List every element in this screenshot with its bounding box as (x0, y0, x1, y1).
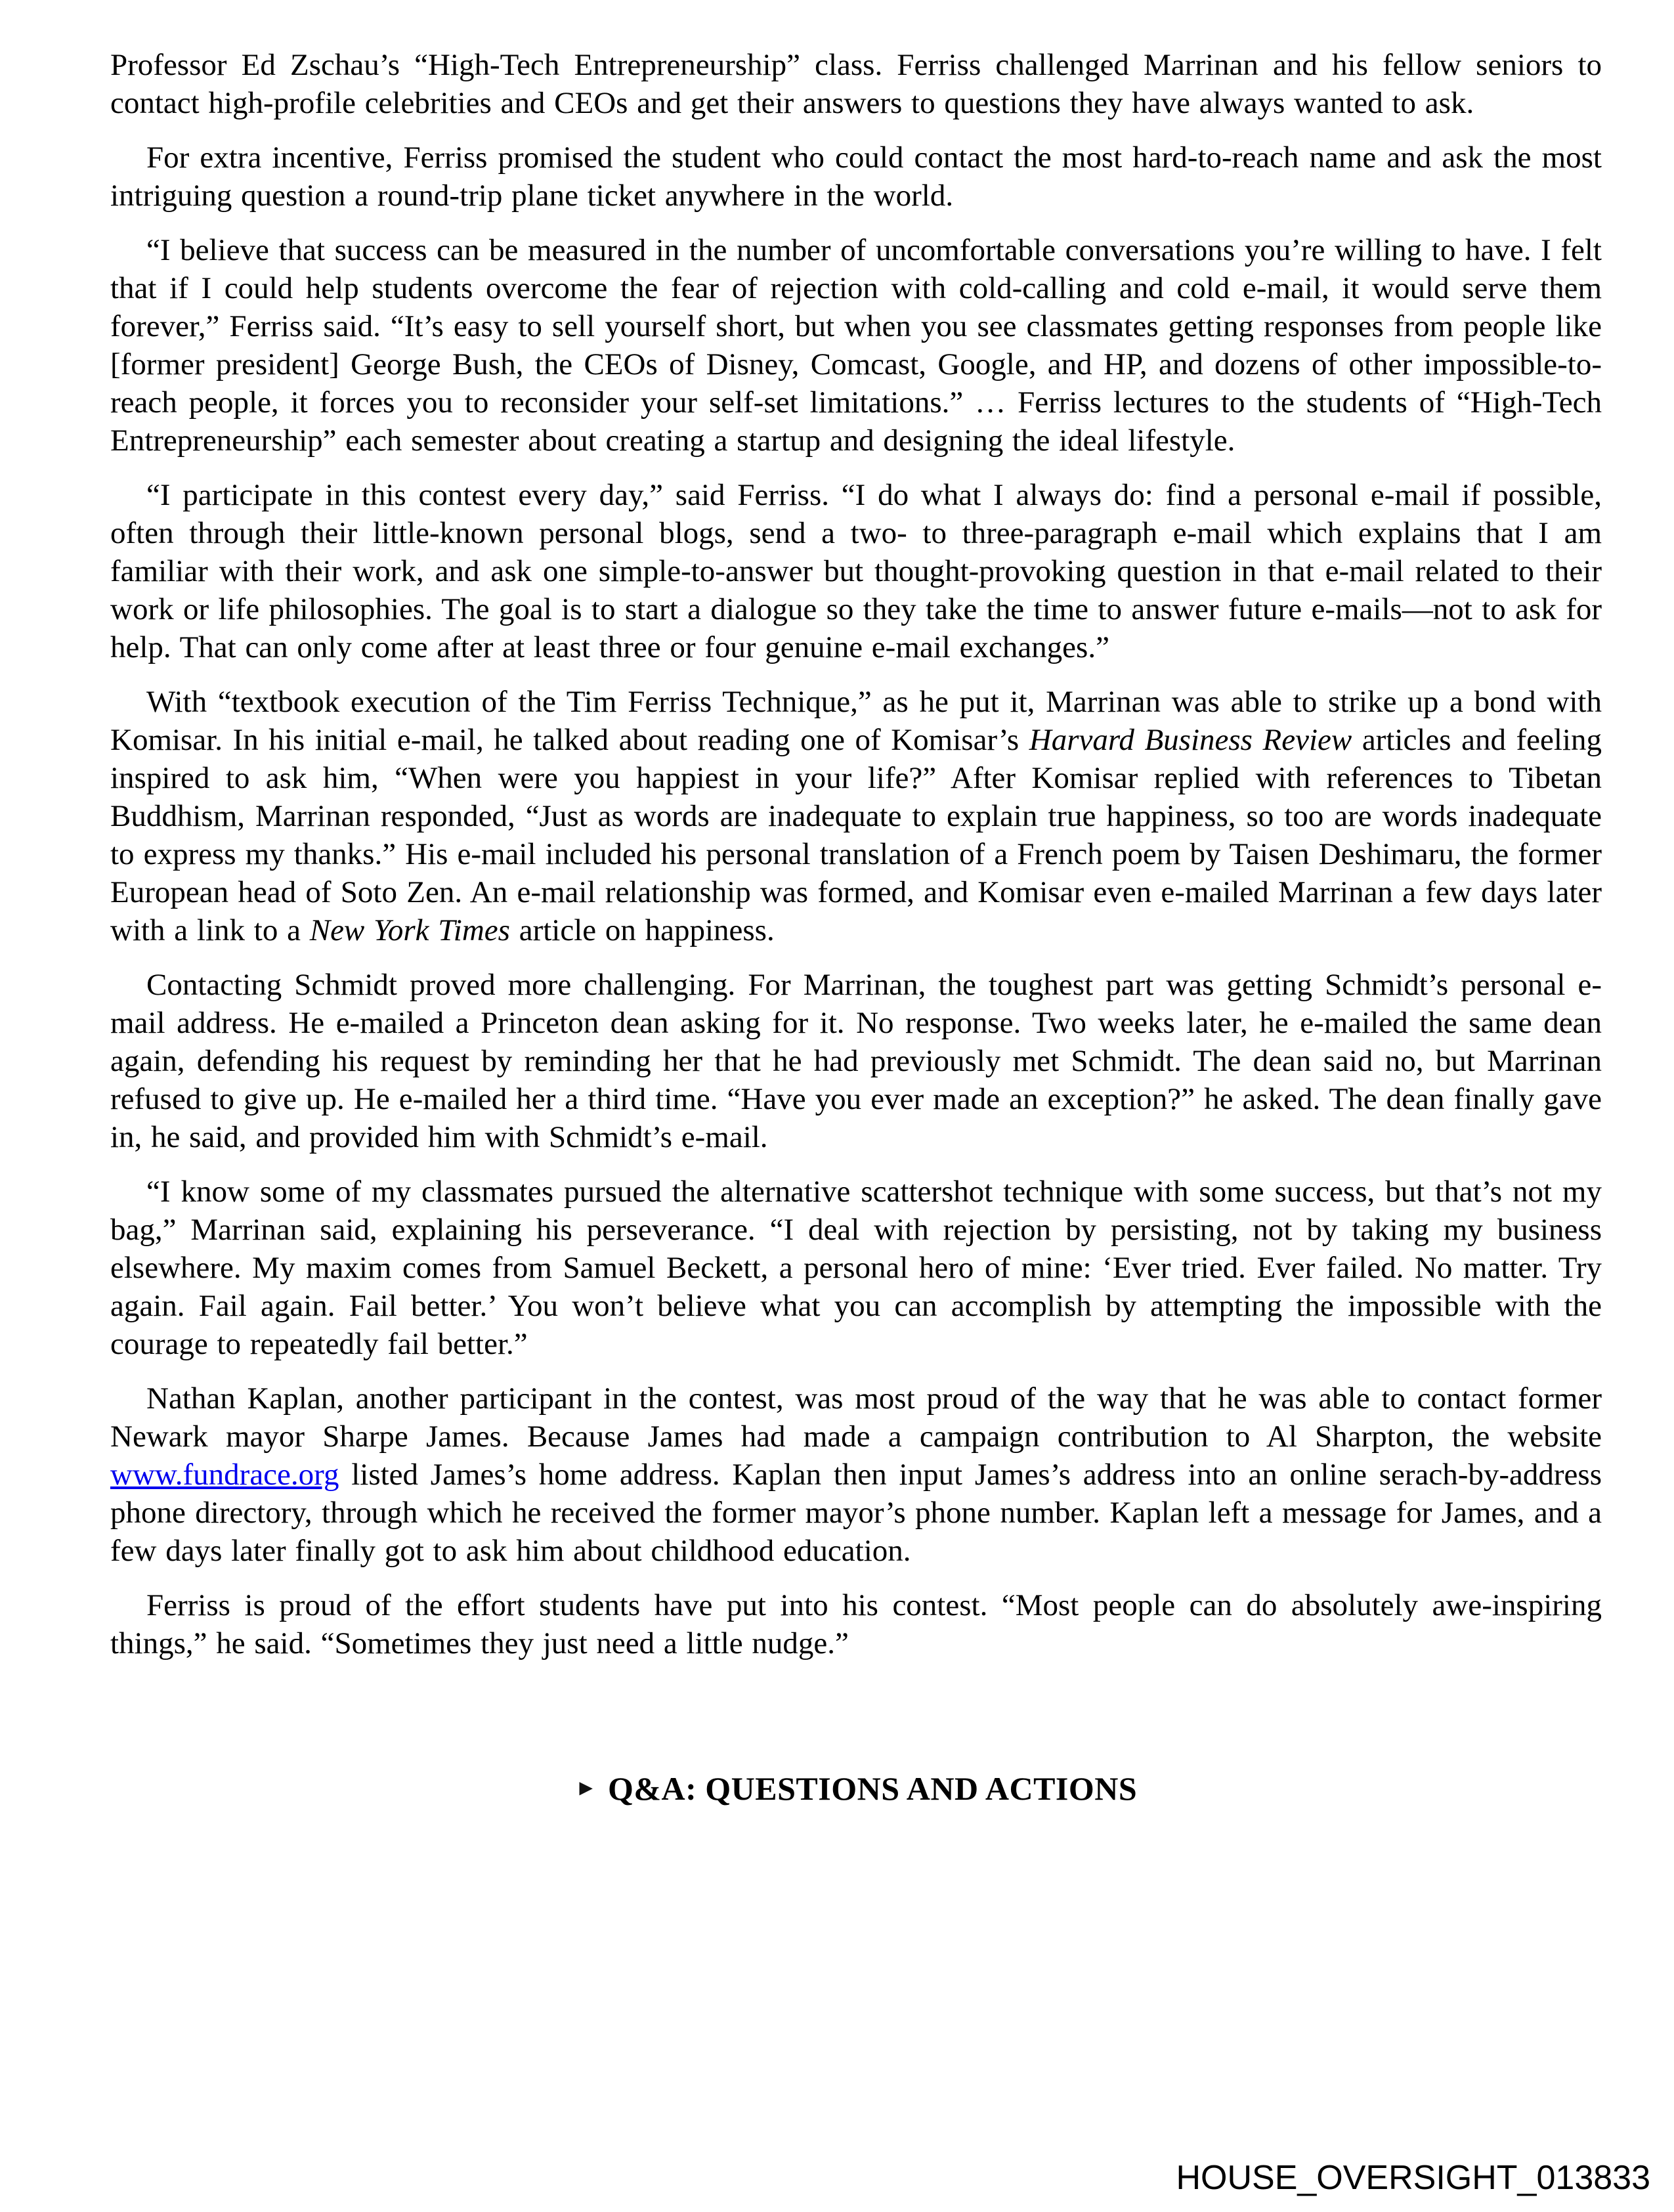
para-zschau-class (110, 46, 1602, 122)
text-run: listed James’s home address. Kaplan then input James’s address into an online serach-by-address phone directory, through which he received the former mayor’s phone number. Kaplan left a message for James, and a few days later finally got to ask him about childhood education. (110, 1458, 1602, 1568)
para-incentive (110, 139, 1602, 215)
para-uncomfortable-conversations (110, 231, 1602, 460)
text-run: article on happiness. (509, 913, 775, 947)
para-ferriss-proud (110, 1586, 1602, 1662)
text-run: Contacting Schmidt proved more challenging. For Marrinan, the toughest part was getting Schmidt’s personal e-mail address. He e-mailed a Princeton dean asking for it. No response. Two weeks later, he e-mailed the same dean again, defending his request by reminding her that he had previously met Schmidt. The dean said no, but Marrinan refused to give up. He e-mailed her a third time. “Have you ever made an exception?” he asked. The dean finally gave in, he said, and provided him with Schmidt’s e-mail. (110, 968, 1602, 1154)
text-run: With “textbook execution of the Tim Ferriss Technique,” as he put it, Marrinan was able to strike up a bond with Komisar. In his initial e-mail, he talked about reading one of Komisar’s (110, 685, 1602, 757)
text-run: For extra incentive, Ferriss promised the student who could contact the most hard-to-reach name and ask the most intriguing question a round-trip plane ticket anywhere in the world. (110, 141, 1602, 213)
text-run: “I participate in this contest every day,” said Ferriss. “I do what I always do: find a personal e-mail if possible, often through their little-known personal blogs, send a two- to three-paragraph e-mail which explains that I am familiar with their work, and ask one simple-to-answer but thought-provoking question in that e-mail related to their work or life philosophies. The goal is to start a dialogue so they take the time to answer future e-mails—not to ask for help. That can only come after at least three or four genuine e-mail exchanges.” (110, 478, 1602, 664)
section-heading (110, 1769, 1602, 1808)
para-komisar-bond (110, 683, 1602, 949)
italic-text: New York Times (309, 913, 510, 947)
bates-number: HOUSE_OVERSIGHT_013833 (1176, 2159, 1650, 2197)
para-participate-every-day (110, 476, 1602, 666)
para-beckett-maxim (110, 1173, 1602, 1363)
para-contacting-schmidt (110, 966, 1602, 1156)
text-run: articles and feeling inspired to ask him, “When were you happiest in your life?” After Komisar replied with references to Tibetan Buddhism, Marrinan responded, “Just as words are inadequate to explain true happiness, so too are words inadequate to express my thanks.” His e-mail included his personal translation of a French poem by Taisen Deshimaru, the former European head of Soto Zen. An e-mail relationship was formed, and Komisar even e-mailed Marrinan a few days later with a link to a (110, 723, 1602, 947)
document-body (110, 46, 1602, 1808)
italic-text: Harvard Business Review (1029, 723, 1352, 757)
text-run: “I know some of my classmates pursued the alternative scattershot technique with some success, but that’s not my bag,” Marrinan said, explaining his perseverance. “I deal with rejection by persisting, not by taking my business elsewhere. My maxim comes from Samuel Beckett, a personal hero of mine: ‘Ever tried. Ever failed. No matter. Try again. Fail again. Fail better.’ You won’t believe what you can accomplish by attempting the impossible with the courage to repeatedly fail better.” (110, 1175, 1602, 1361)
text-run: Ferriss is proud of the effort students have put into his contest. “Most people can do absolutely awe-inspiring things,” he said. “Sometimes they just need a little nudge.” (110, 1588, 1602, 1660)
text-run: Professor Ed Zschau’s “High-Tech Entrepreneurship” class. Ferriss challenged Marrinan and his fellow seniors to contact high-profile celebrities and CEOs and get their answers to questions they have always wanted to ask. (110, 48, 1602, 120)
para-nathan-kaplan (110, 1379, 1602, 1570)
text-run: Nathan Kaplan, another participant in the contest, was most proud of the way that he was able to contact former Newark mayor Sharpe James. Because James had made a campaign contribution to Al Sharpton, the website (110, 1381, 1602, 1454)
section-heading-text: Q&A: QUESTIONS AND ACTIONS (607, 1770, 1138, 1807)
pointer-triangle-icon: ► (574, 1776, 597, 1800)
fundrace-link[interactable]: www.fundrace.org (110, 1458, 339, 1492)
text-run: “I believe that success can be measured in the number of uncomfortable conversations you’re willing to have. I felt that if I could help students overcome the fear of rejection with cold-calling and cold e-mail, it would serve them forever,” Ferriss said. “It’s easy to sell yourself short, but when you see classmates getting responses from people like [former president] George Bush, the CEOs of Disney, Comcast, Google, and HP, and dozens of other impossible-to-reach people, it forces you to reconsider your self-set limitations.” … Ferriss lectures to the students of “High-Tech Entrepreneurship” each semester about creating a startup and designing the ideal lifestyle. (110, 233, 1602, 458)
